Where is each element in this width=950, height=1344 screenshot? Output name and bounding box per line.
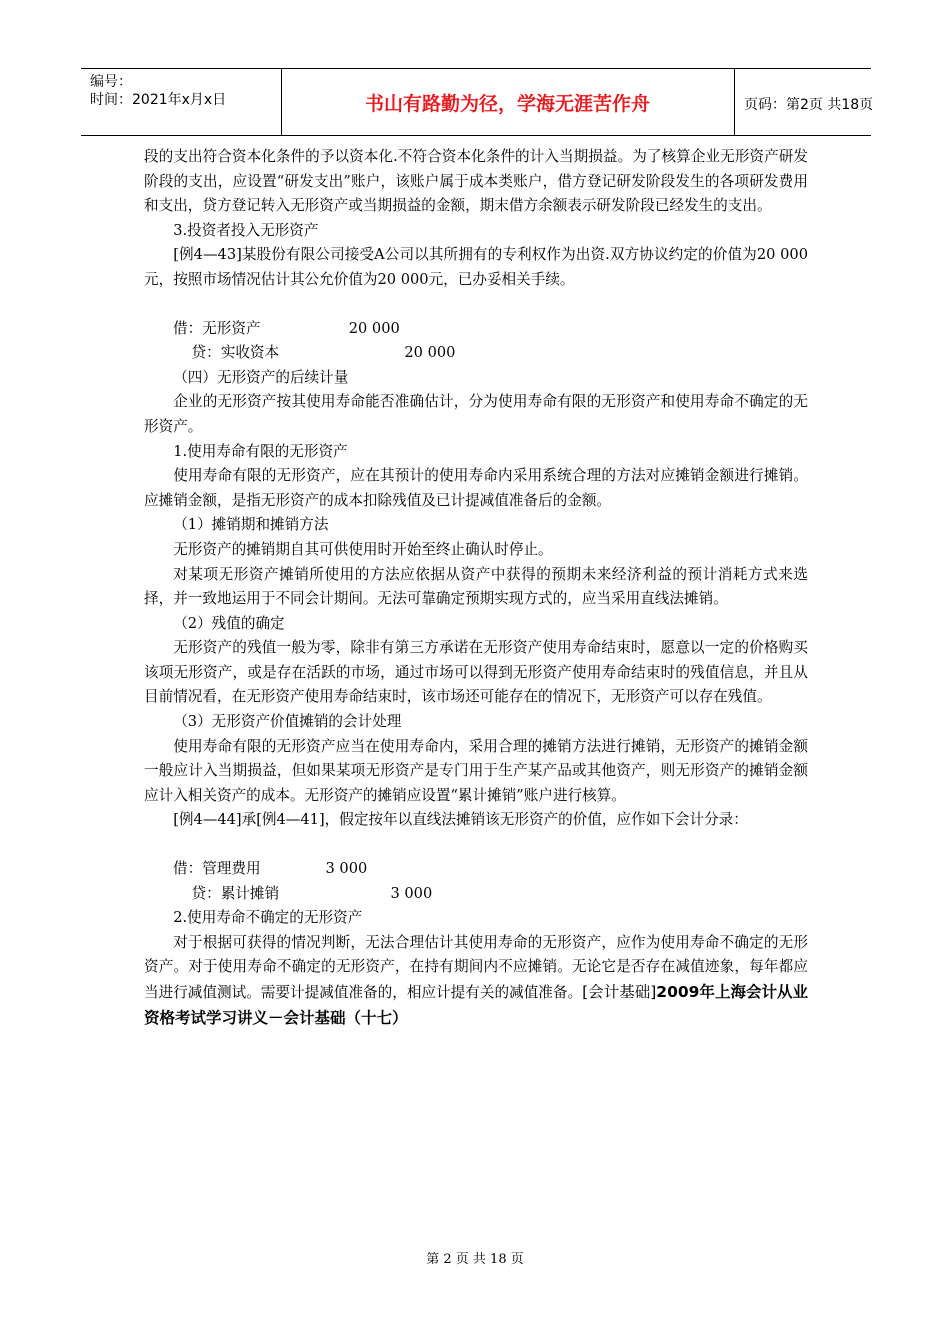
paragraph: 对某项无形资产摊销所使用的方法应依据从资产中获得的预期未来经济利益的预计消耗方式来选择，并一致地运用于不同会计期间。无法可靠确定预期实现方式的，应当采用直线法摊销。	[144, 565, 808, 608]
page-header	[81, 68, 874, 136]
document-date-label: 时间：2021年x月x日	[90, 92, 227, 108]
paragraph: 无形资产的摊销期自其可供使用时开始至终止确认时停止。	[173, 540, 553, 558]
paragraph-text: 对于根据可获得的情况判断，无法合理估计其使用寿命的无形资产，应作为使用寿命不确定的无形资产。对于使用寿命不确定的无形资产，在持有期间内不应摊销。无论它是否存在减值迹象，每年都应当进行减值测试。需要计提减值准备的，相应计提有关的减值准备。	[144, 933, 808, 1001]
journal-entry-debit: 借：无形资产 20 000	[173, 319, 400, 337]
paragraph: 使用寿命有限的无形资产，应在其预计的使用寿命内采用系统合理的方法对应摊销金额进行摊销。应摊销金额，是指无形资产的成本扣除残值及已计提减值准备后的金额。	[144, 467, 808, 509]
paragraph: 企业的无形资产按其使用寿命能否准确估计，分为使用寿命有限的无形资产和使用寿命不确定的无形资产。	[144, 393, 808, 435]
journal-entry-credit: 贷：累计摊销 3 000	[173, 884, 433, 902]
spacer	[144, 293, 808, 317]
journal-entry-credit: 贷：实收资本 20 000	[173, 344, 456, 362]
document-number-label: 编号：	[90, 74, 132, 90]
example-paragraph: [例4—43]某股份有限公司接受A公司以其所拥有的专利权作为出资.双方协议约定的价值为20 000元，按照市场情况估计其公允价值为20 000元，已办妥相关手续。	[144, 246, 808, 288]
section-heading: 1.使用寿命有限的无形资产	[173, 442, 348, 460]
document-body	[144, 145, 808, 1031]
paragraph-with-tail	[144, 931, 808, 1031]
header-meta-cell	[81, 69, 282, 135]
paragraph: 无形资产的残值一般为零，除非有第三方承诺在无形资产使用寿命结束时，愿意以一定的价格购买该项无形资产，或是存在活跃的市场，通过市场可以得到无形资产使用寿命结束时的残值信息，并且从目前情况看，在无形资产使用寿命结束时，该市场还可能存在的情况下，无形资产可以存在残值。	[144, 639, 808, 706]
subsection-heading: （3）无形资产价值摊销的会计处理	[173, 713, 402, 731]
example-paragraph: [例4—44]承[例4—41]，假定按年以直线法摊销该无形资产的价值，应作如下会计分录：	[173, 811, 748, 829]
paragraph: 段的支出符合资本化条件的予以资本化.不符合资本化条件的计入当期损益。为了核算企业无形资产研发阶段的支出，应设置“研发支出”账户，该账户属于成本类账户，借方登记研发阶段发生的各项研发费用和支出，贷方登记转入无形资产或当期损益的金额，期末借方余额表示研发阶段已经发生的支出。	[144, 148, 808, 215]
paragraph: 使用寿命有限的无形资产应当在使用寿命内，采用合理的摊销方法进行摊销，无形资产的摊销金额一般应计入当期损益，但如果某项无形资产是专门用于生产某产品或其他资产，则无形资产的摊销金额应计入相关资产的成本。无形资产的摊销应设置“累计摊销”账户进行核算。	[144, 737, 808, 804]
header-page-cell	[734, 69, 874, 135]
spacer	[144, 833, 808, 857]
tail-category: [会计基础]	[582, 983, 657, 1001]
page-footer: 第 2 页 共 18 页	[426, 1252, 524, 1267]
section-heading: （四）无形资产的后续计量	[173, 368, 349, 386]
subsection-heading: （2）残值的确定	[173, 614, 285, 632]
subsection-heading: （1）摊销期和摊销方法	[173, 516, 329, 534]
section-heading: 3.投资者投入无形资产	[173, 221, 319, 239]
journal-entry-debit: 借：管理费用 3 000	[173, 860, 368, 878]
header-page-info: 页码：第2页 共18页	[744, 97, 874, 113]
section-heading: 2.使用寿命不确定的无形资产	[173, 909, 363, 927]
header-motto-cell	[281, 69, 735, 135]
tail-title: 2009年上海会计从业资格考试学习讲义－会计基础（十七）	[144, 983, 808, 1027]
header-motto: 书山有路勤为径，学海无涯苦作舟	[364, 93, 650, 115]
